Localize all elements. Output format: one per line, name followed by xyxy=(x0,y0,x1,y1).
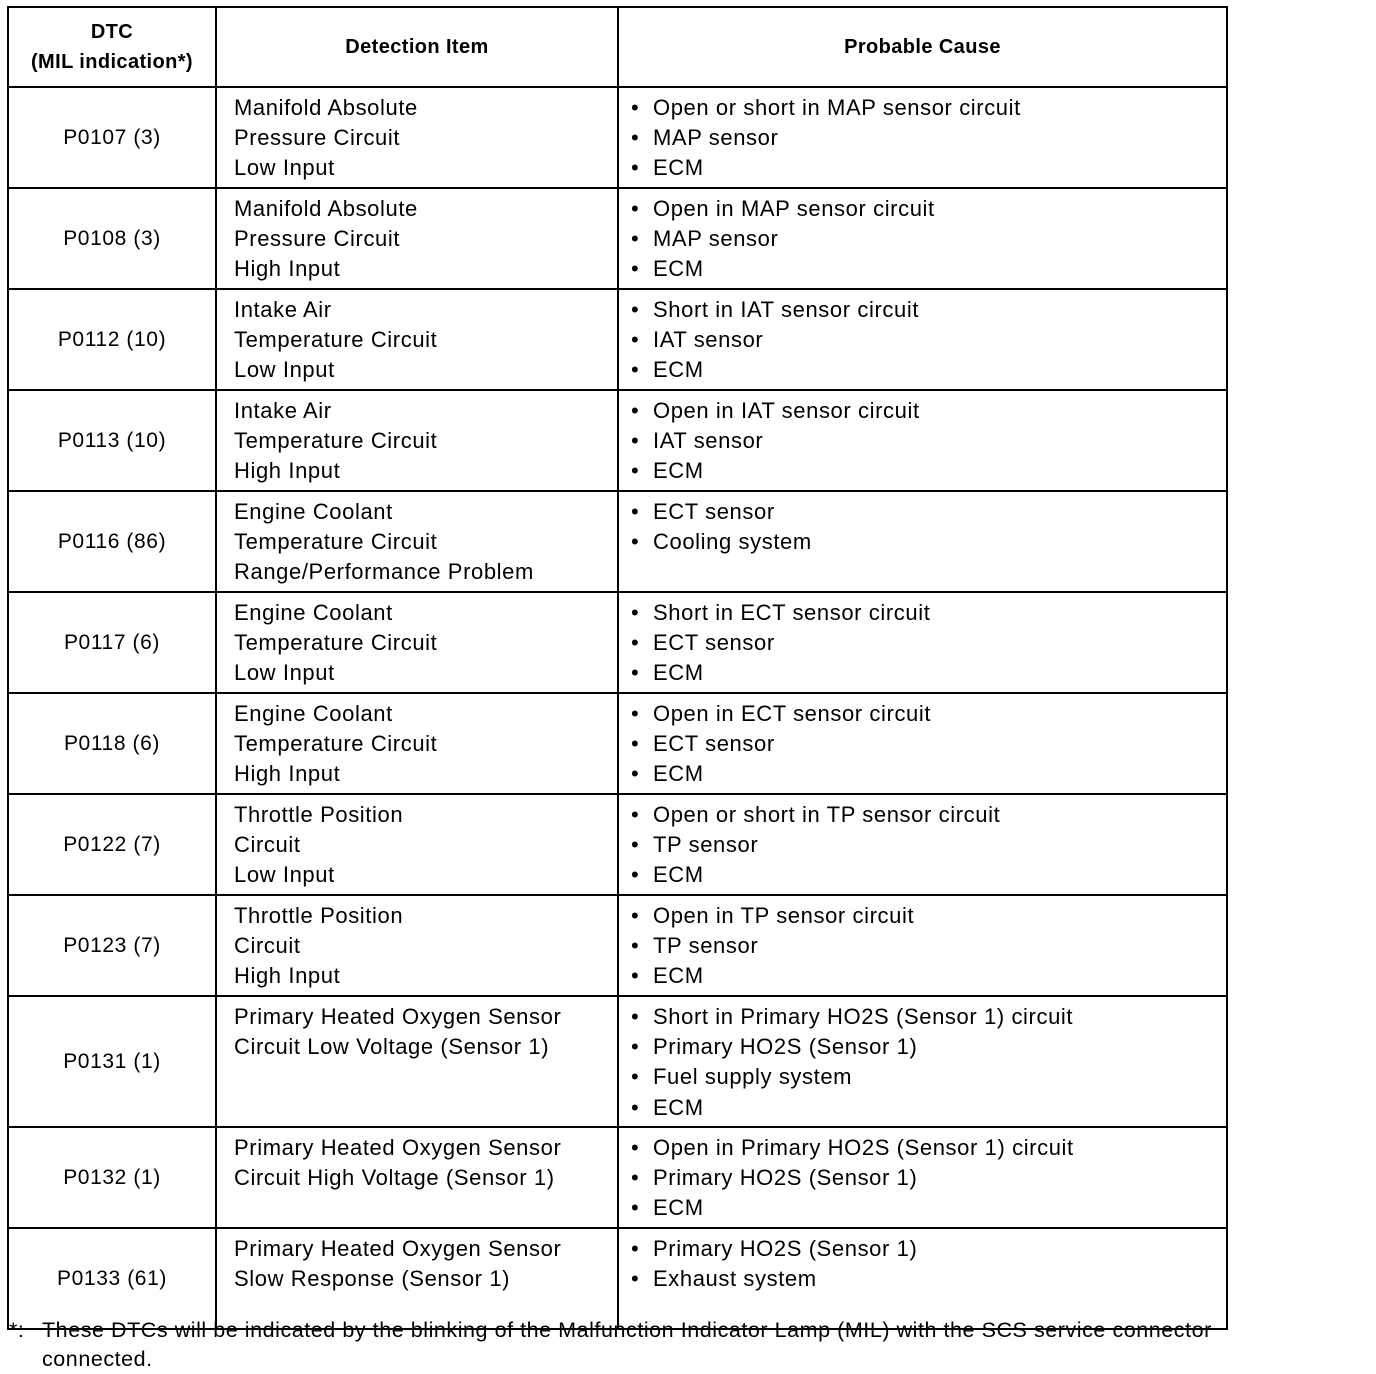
probable-cause-cell xyxy=(618,390,1227,491)
detection-item-line: Circuit xyxy=(234,933,301,959)
table-row xyxy=(8,693,1227,794)
bullet-icon: • xyxy=(631,95,640,120)
probable-cause-text: Open in ECT sensor circuit xyxy=(653,701,932,726)
detection-item-line: Circuit xyxy=(234,832,301,858)
detection-item-line: Circuit Low Voltage (Sensor 1) xyxy=(234,1034,550,1060)
probable-cause-text: ECM xyxy=(653,761,704,787)
header-dtc-line2: (MIL indication*) xyxy=(31,51,193,73)
probable-cause-item xyxy=(631,628,1226,658)
probable-cause-item xyxy=(631,729,1226,759)
detection-item-lines xyxy=(217,391,617,487)
dtc-code-cell: P0107 (3) xyxy=(8,87,216,188)
probable-cause-text: Open in IAT sensor circuit xyxy=(653,398,920,423)
detection-item-line: High Input xyxy=(234,963,341,989)
probable-cause-item xyxy=(631,961,1226,991)
detection-item-cell xyxy=(216,1127,618,1228)
probable-cause-item xyxy=(631,658,1226,688)
bullet-icon: • xyxy=(631,428,640,454)
bullet-icon: • xyxy=(631,1236,640,1261)
bullet-icon: • xyxy=(631,1195,640,1221)
bullet-icon: • xyxy=(631,933,640,959)
probable-cause-cell xyxy=(618,693,1227,794)
bullet-icon: • xyxy=(631,327,640,353)
detection-item-line: Manifold Absolute xyxy=(234,95,418,120)
bullet-icon: • xyxy=(631,731,640,757)
probable-cause-list xyxy=(619,391,1226,487)
detection-item-line: Temperature Circuit xyxy=(234,327,438,353)
bullet-icon: • xyxy=(631,1034,640,1060)
probable-cause-item xyxy=(631,1093,1226,1123)
dtc-code-cell: P0117 (6) xyxy=(8,592,216,693)
probable-cause-text: Open in TP sensor circuit xyxy=(653,903,915,928)
bullet-icon: • xyxy=(631,499,640,524)
footnote-mark: *: xyxy=(9,1318,25,1342)
probable-cause-item xyxy=(631,860,1226,890)
detection-item-line: Low Input xyxy=(234,862,335,888)
dtc-code-cell: P0131 (1) xyxy=(8,996,216,1127)
detection-item-lines xyxy=(217,1128,617,1193)
bullet-icon: • xyxy=(631,297,640,322)
probable-cause-cell xyxy=(618,1127,1227,1228)
probable-cause-text: Cooling system xyxy=(653,529,812,555)
bullet-icon: • xyxy=(631,862,640,888)
probable-cause-text: Primary HO2S (Sensor 1) xyxy=(653,1034,918,1060)
detection-item-lines xyxy=(217,492,617,588)
bullet-icon: • xyxy=(631,529,640,555)
dtc-table xyxy=(7,6,1228,1330)
detection-item-line: Pressure Circuit xyxy=(234,125,401,151)
probable-cause-cell xyxy=(618,592,1227,693)
probable-cause-item xyxy=(631,1002,1226,1032)
detection-item-lines xyxy=(217,997,617,1062)
table-row xyxy=(8,1127,1227,1228)
detection-item-line: Slow Response (Sensor 1) xyxy=(234,1266,511,1292)
probable-cause-list xyxy=(619,694,1226,790)
probable-cause-cell xyxy=(618,1228,1227,1329)
detection-item-cell xyxy=(216,491,618,592)
dtc-code-cell: P0132 (1) xyxy=(8,1127,216,1228)
probable-cause-cell xyxy=(618,188,1227,289)
dtc-code-cell: P0123 (7) xyxy=(8,895,216,996)
bullet-icon: • xyxy=(631,1266,640,1292)
detection-item-line: Primary Heated Oxygen Sensor xyxy=(234,1236,562,1261)
probable-cause-text: ECM xyxy=(653,862,704,888)
dtc-code-cell: P0118 (6) xyxy=(8,693,216,794)
detection-item-line: High Input xyxy=(234,761,341,787)
detection-item-line: Engine Coolant xyxy=(234,600,393,625)
probable-cause-item xyxy=(631,830,1226,860)
probable-cause-item xyxy=(631,1264,1226,1294)
probable-cause-list xyxy=(619,795,1226,891)
dtc-code-cell: P0113 (10) xyxy=(8,390,216,491)
bullet-icon: • xyxy=(631,125,640,151)
table-row xyxy=(8,188,1227,289)
bullet-icon: • xyxy=(631,1004,640,1029)
bullet-icon: • xyxy=(631,1135,640,1160)
probable-cause-item xyxy=(631,194,1226,224)
probable-cause-text: ECM xyxy=(653,458,704,484)
probable-cause-text: ECT sensor xyxy=(653,630,775,656)
probable-cause-text: MAP sensor xyxy=(653,226,779,252)
bullet-icon: • xyxy=(631,903,640,928)
probable-cause-text: Short in Primary HO2S (Sensor 1) circuit xyxy=(653,1004,1074,1029)
detection-item-line: High Input xyxy=(234,458,341,484)
probable-cause-text: Open or short in TP sensor circuit xyxy=(653,802,1001,827)
probable-cause-item xyxy=(631,295,1226,325)
probable-cause-list xyxy=(619,1128,1226,1224)
detection-item-lines xyxy=(217,795,617,891)
bullet-icon: • xyxy=(631,963,640,989)
probable-cause-item xyxy=(631,800,1226,830)
detection-item-line: Low Input xyxy=(234,357,335,383)
probable-cause-item xyxy=(631,759,1226,789)
probable-cause-list xyxy=(619,189,1226,285)
probable-cause-text: Open or short in MAP sensor circuit xyxy=(653,95,1021,120)
detection-item-line: Circuit High Voltage (Sensor 1) xyxy=(234,1165,555,1191)
probable-cause-item xyxy=(631,1062,1226,1092)
detection-item-line: Pressure Circuit xyxy=(234,226,401,252)
dtc-code-cell: P0122 (7) xyxy=(8,794,216,895)
probable-cause-cell xyxy=(618,87,1227,188)
detection-item-line: Temperature Circuit xyxy=(234,529,438,555)
footnote-line2: connected. xyxy=(42,1347,153,1371)
detection-item-cell xyxy=(216,1228,618,1329)
detection-item-line: Throttle Position xyxy=(234,802,404,827)
detection-item-cell xyxy=(216,188,618,289)
probable-cause-item xyxy=(631,355,1226,385)
probable-cause-cell xyxy=(618,289,1227,390)
detection-item-lines xyxy=(217,694,617,790)
detection-item-cell xyxy=(216,87,618,188)
probable-cause-text: Open in MAP sensor circuit xyxy=(653,196,935,221)
bullet-icon: • xyxy=(631,458,640,484)
table-body xyxy=(8,87,1227,1329)
probable-cause-text: Open in Primary HO2S (Sensor 1) circuit xyxy=(653,1135,1074,1160)
table-row xyxy=(8,996,1227,1127)
detection-item-cell xyxy=(216,794,618,895)
detection-item-line: Throttle Position xyxy=(234,903,404,928)
detection-item-line: Manifold Absolute xyxy=(234,196,418,221)
detection-item-line: Primary Heated Oxygen Sensor xyxy=(234,1135,562,1160)
probable-cause-text: ECT sensor xyxy=(653,731,775,757)
probable-cause-item xyxy=(631,901,1226,931)
probable-cause-item xyxy=(631,931,1226,961)
probable-cause-text: TP sensor xyxy=(653,832,759,858)
detection-item-line: Temperature Circuit xyxy=(234,731,438,757)
bullet-icon: • xyxy=(631,701,640,726)
dtc-code-cell: P0116 (86) xyxy=(8,491,216,592)
bullet-icon: • xyxy=(631,1094,640,1120)
probable-cause-item xyxy=(631,1163,1226,1193)
bullet-icon: • xyxy=(631,1165,640,1191)
probable-cause-list xyxy=(619,88,1226,184)
probable-cause-item xyxy=(631,123,1226,153)
probable-cause-cell xyxy=(618,491,1227,592)
header-dtc-line1: DTC xyxy=(90,21,134,43)
probable-cause-text: MAP sensor xyxy=(653,125,779,151)
probable-cause-text: IAT sensor xyxy=(653,327,764,353)
probable-cause-text: ECM xyxy=(653,963,704,989)
table-row xyxy=(8,1228,1227,1329)
probable-cause-text: Primary HO2S (Sensor 1) xyxy=(653,1236,918,1261)
detection-item-line: Temperature Circuit xyxy=(234,428,438,454)
detection-item-line: Low Input xyxy=(234,660,335,686)
detection-item-lines xyxy=(217,290,617,386)
detection-item-cell xyxy=(216,289,618,390)
detection-item-cell xyxy=(216,895,618,996)
probable-cause-item xyxy=(631,456,1226,486)
probable-cause-item xyxy=(631,153,1226,183)
detection-item-cell xyxy=(216,996,618,1127)
detection-item-cell xyxy=(216,693,618,794)
detection-item-line: High Input xyxy=(234,256,341,282)
bullet-icon: • xyxy=(631,600,640,625)
probable-cause-text: ECT sensor xyxy=(653,499,775,524)
table-row xyxy=(8,87,1227,188)
bullet-icon: • xyxy=(631,630,640,656)
header-dtc xyxy=(8,7,216,87)
table-row xyxy=(8,289,1227,390)
probable-cause-item xyxy=(631,1032,1226,1062)
probable-cause-item xyxy=(631,598,1226,628)
bullet-icon: • xyxy=(631,256,640,282)
bullet-icon: • xyxy=(631,196,640,221)
probable-cause-text: Primary HO2S (Sensor 1) xyxy=(653,1165,918,1191)
probable-cause-text: Exhaust system xyxy=(653,1266,817,1292)
probable-cause-item xyxy=(631,93,1226,123)
bullet-icon: • xyxy=(631,398,640,423)
bullet-icon: • xyxy=(631,832,640,858)
probable-cause-item xyxy=(631,1133,1226,1163)
footnote xyxy=(9,1316,1375,1374)
detection-item-lines xyxy=(217,896,617,992)
table-row xyxy=(8,390,1227,491)
detection-item-line: Temperature Circuit xyxy=(234,630,438,656)
probable-cause-cell xyxy=(618,895,1227,996)
probable-cause-text: ECM xyxy=(653,155,704,181)
detection-item-lines xyxy=(217,189,617,285)
dtc-code-cell: P0108 (3) xyxy=(8,188,216,289)
probable-cause-item xyxy=(631,426,1226,456)
probable-cause-item xyxy=(631,396,1226,426)
detection-item-line: Engine Coolant xyxy=(234,499,393,524)
probable-cause-item xyxy=(631,1193,1226,1223)
detection-item-lines xyxy=(217,593,617,689)
probable-cause-list xyxy=(619,1229,1226,1294)
probable-cause-item xyxy=(631,1234,1226,1264)
detection-item-cell xyxy=(216,390,618,491)
bullet-icon: • xyxy=(631,155,640,181)
table-row xyxy=(8,491,1227,592)
probable-cause-text: ECM xyxy=(653,1094,704,1120)
probable-cause-list xyxy=(619,290,1226,386)
bullet-icon: • xyxy=(631,1064,640,1090)
probable-cause-item xyxy=(631,325,1226,355)
probable-cause-item xyxy=(631,497,1226,527)
probable-cause-item xyxy=(631,224,1226,254)
bullet-icon: • xyxy=(631,761,640,787)
probable-cause-list xyxy=(619,593,1226,689)
probable-cause-text: ECM xyxy=(653,256,704,282)
detection-item-cell xyxy=(216,592,618,693)
header-probable-cause: Probable Cause xyxy=(618,7,1227,87)
detection-item-lines xyxy=(217,1229,617,1294)
bullet-icon: • xyxy=(631,357,640,383)
dtc-code-cell: P0112 (10) xyxy=(8,289,216,390)
table-row xyxy=(8,895,1227,996)
header-detection-item: Detection Item xyxy=(216,7,618,87)
detection-item-line: Range/Performance Problem xyxy=(234,559,534,585)
probable-cause-text: Short in ECT sensor circuit xyxy=(653,600,931,625)
probable-cause-text: ECM xyxy=(653,1195,704,1221)
probable-cause-item xyxy=(631,254,1226,284)
table-row xyxy=(8,794,1227,895)
probable-cause-list xyxy=(619,492,1226,557)
probable-cause-item xyxy=(631,699,1226,729)
probable-cause-cell xyxy=(618,794,1227,895)
bullet-icon: • xyxy=(631,660,640,686)
probable-cause-text: ECM xyxy=(653,660,704,686)
table-row xyxy=(8,592,1227,693)
bullet-icon: • xyxy=(631,802,640,827)
footnote-line1: These DTCs will be indicated by the blinking of the Malfunction Indicator Lamp (MIL) with the SCS service connector xyxy=(42,1318,1212,1342)
detection-item-line: Intake Air xyxy=(234,398,332,423)
header-row xyxy=(8,7,1227,87)
detection-item-lines xyxy=(217,88,617,184)
probable-cause-cell xyxy=(618,996,1227,1127)
dtc-code-cell: P0133 (61) xyxy=(8,1228,216,1329)
detection-item-line: Intake Air xyxy=(234,297,332,322)
probable-cause-list xyxy=(619,896,1226,992)
bullet-icon: • xyxy=(631,226,640,252)
detection-item-line: Primary Heated Oxygen Sensor xyxy=(234,1004,562,1029)
probable-cause-text: Short in IAT sensor circuit xyxy=(653,297,920,322)
probable-cause-text: Fuel supply system xyxy=(653,1064,853,1090)
detection-item-line: Engine Coolant xyxy=(234,701,393,726)
probable-cause-text: ECM xyxy=(653,357,704,383)
detection-item-line: Low Input xyxy=(234,155,335,181)
probable-cause-list xyxy=(619,997,1226,1123)
probable-cause-text: IAT sensor xyxy=(653,428,764,454)
probable-cause-item xyxy=(631,527,1226,557)
probable-cause-text: TP sensor xyxy=(653,933,759,959)
